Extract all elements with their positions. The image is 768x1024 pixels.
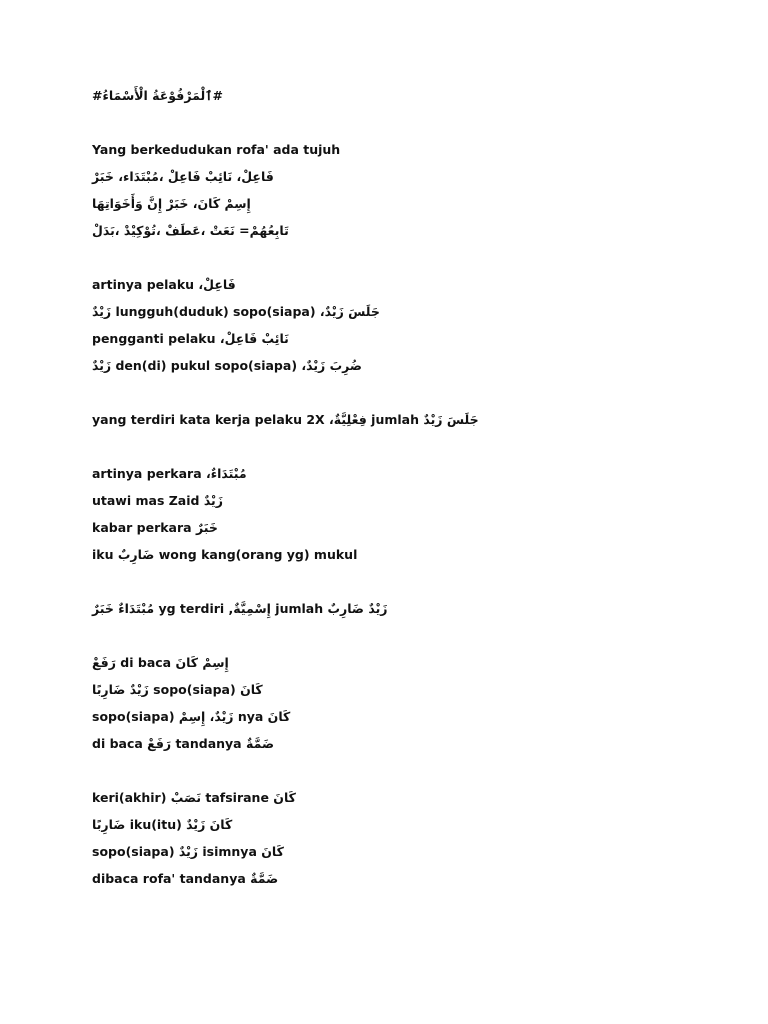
text-line: إِسِمْ كَانَ، خَبَرْ إِنَّ وَأَخَوَاتِهَا (92, 196, 251, 211)
khabar-kana-block (92, 784, 732, 892)
text-line: زَيْدٌ utawi mas Zaid (92, 493, 223, 508)
text-line: di baca رَفَعْ tandanya ضَمَّةٌ (92, 736, 275, 751)
text-line: dibaca rofa' tandanya ضَمَّةٌ (92, 871, 279, 886)
text-line: نَائِبْ فَاعِلْ، pengganti pelaku (92, 331, 289, 346)
text-line: كَانَ sopo(siapa) زَيْدٌ ضَارِبًا (92, 682, 263, 697)
spacer (92, 757, 732, 784)
spacer (92, 379, 732, 406)
title-block (92, 82, 732, 109)
document-page (92, 82, 732, 892)
jumlah-ismiyah-block (92, 595, 732, 622)
fail-block (92, 271, 732, 379)
text-line: Yang berkedudukan rofa' ada tujuh (92, 142, 341, 157)
text-line: sopo(siapa) زَيْدٌ، إِسِمْ nya كَانَ (92, 709, 291, 724)
text-line: فَاعِلْ، artinya pelaku (92, 277, 236, 292)
text-line: فَاعِلْ، نَائِبْ فَاعِلْ ،مُبْتَدَاء، خَبَرْ (92, 169, 274, 184)
text-line: sopo(siapa) زَيْدٌ isimnya كَانَ (92, 844, 284, 859)
intro-block (92, 136, 732, 244)
spacer (92, 109, 732, 136)
text-line: ضُرِبَ زَيْدٌ، den(di) pukul sopo(siapa) زَيْدٌ (92, 358, 363, 373)
jumlah-fiiliyah-block (92, 406, 732, 433)
spacer (92, 568, 732, 595)
text-line: تَابِعُهُمْ= نَعَتْ ،عَطَفْ ،تُوْكِيْدْ ،بَدَلْ (92, 223, 289, 238)
text-line: keri(akhir) نَصَبْ tafsirane كَانَ (92, 790, 296, 805)
spacer (92, 244, 732, 271)
text-line: كَانَ زَيْدٌ iku(itu) ضَارِبًا (92, 817, 233, 832)
document-title: #ٱلْمَرْفُوْعَةُ الْأَسْمَاءُ# (92, 88, 223, 103)
text-line: جَلَسَ زَيْدٌ، lungguh(duduk) sopo(siapa) زَيْدٌ (92, 304, 380, 319)
text-line: خَبَرٌ kabar perkara (92, 520, 218, 535)
spacer (92, 433, 732, 460)
text-line: iku ضَارِبٌ wong kang(orang yg) mukul (92, 547, 358, 562)
isim-kana-block (92, 649, 732, 757)
text-line: مُبْتَدَاءٌ، artinya perkara (92, 466, 247, 481)
text-line: جَلَسَ زَيْدٌ jumlah فِعْلِيَّةٌ، yang terdiri kata kerja pelaku 2X (92, 412, 479, 427)
text-line: زَيْدٌ ضَارِبٌ jumlah إِسْمِيَّةٌ, yg terdiri مُبْتَدَاءٌ خَبَرٌ (92, 601, 388, 616)
text-line: إِسِمْ كَانَ di baca رَفَعْ (92, 655, 229, 670)
spacer (92, 622, 732, 649)
mubtada-block (92, 460, 732, 568)
